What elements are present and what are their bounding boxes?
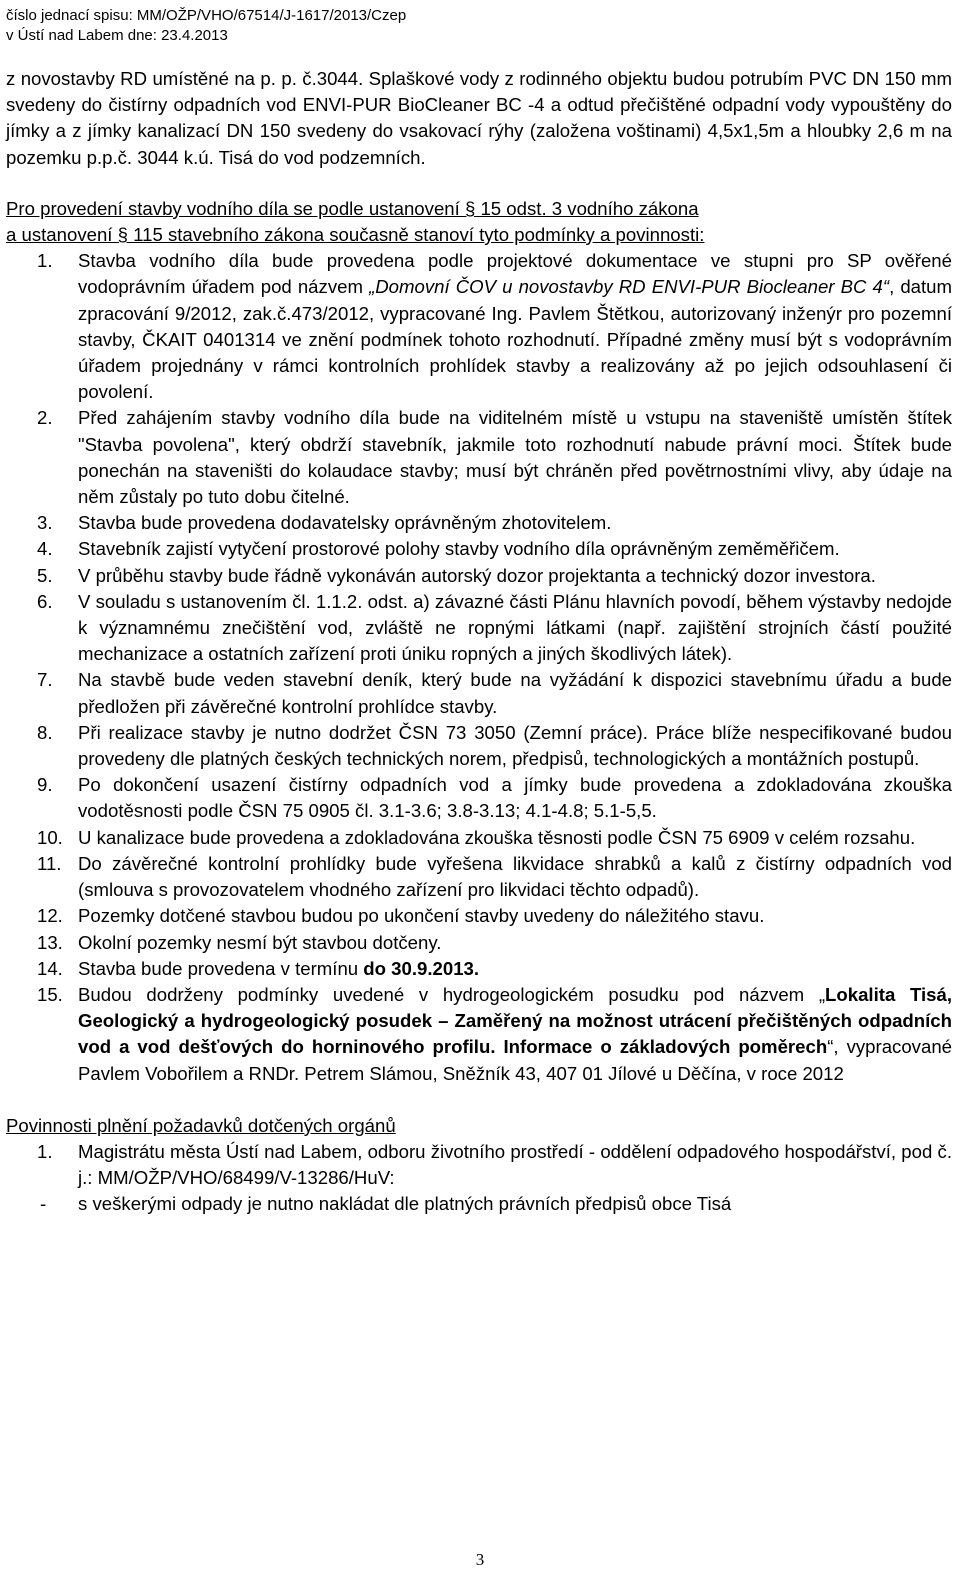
- obligations-title: Povinnosti plnění požadavků dotčených orgánů: [6, 1114, 396, 1136]
- condition-3: [6, 510, 952, 536]
- obligation-1: [6, 1139, 952, 1191]
- condition-number: 5.: [37, 564, 53, 586]
- condition-15: [6, 982, 952, 1087]
- dash-bullet: -: [40, 1193, 47, 1215]
- condition-number: 8.: [37, 721, 53, 743]
- report-title: Lokalita Tisá, Geologický a hydrogeologický posudek – Zaměřený na možnost utrácení přečištěných odpadních vod a vod dešťových do horninového profilu. Informace o základových poměrech: [78, 983, 952, 1058]
- condition-number: 15.: [37, 983, 63, 1005]
- condition-1: [6, 248, 952, 405]
- condition-2: [6, 405, 952, 510]
- condition-6: [6, 589, 952, 668]
- intro-text: z novostavby RD umístěné na p. p. č.3044. Splaškové vody z rodinného objektu budou potrubím PVC DN 150 mm svedeny do čistírny odpadních vod ENVI-PUR BioCleaner BC -4 a odtud přečištěné odpadní vody vypouštěny do jímky a z jímky kanalizací DN 150 svedeny do vsakovací rýhy (založena voštinami) 4,5x1,5m a hloubky 2,6 m na pozemku p.p.č. 3044 k.ú. Tisá do vod podzemních.: [6, 68, 952, 168]
- file-reference: číslo jednací spisu: MM/OŽP/VHO/67514/J-1617/2013/Czep: [6, 7, 407, 24]
- condition-text: Před zahájením stavby vodního díla bude na viditelném místě u vstupu na staveniště umístěn štítek "Stavba povolena", který obdrží stavebník, jakmile toto rozhodnutí nabude právní moci. Štítek bude ponechán na staveništi do kolaudace stavby; musí být chráněn před povětrnostními vlivy, aby údaje na něm zůstaly po tuto dobu čitelné.: [78, 407, 952, 508]
- condition-text: V průběhu stavby bude řádně vykonáván autorský dozor projektanta a technický dozor investora.: [78, 564, 876, 586]
- project-title: „Domovní ČOV u novostavby RD ENVI-PUR Biocleaner BC 4“: [369, 276, 890, 298]
- condition-number: 13.: [37, 931, 63, 953]
- date-line: v Ústí nad Labem dne: 23.4.2013: [6, 27, 228, 44]
- condition-number: 10.: [37, 826, 63, 848]
- condition-text: Stavba bude provedena v termínu: [78, 957, 364, 979]
- condition-text: U kanalizace bude provedena a zdokladována zkouška těsnosti podle ČSN 75 6909 v celém rozsahu.: [78, 826, 916, 848]
- condition-text: Do závěrečné kontrolní prohlídky bude vyřešena likvidace shrabků a kalů z čistírny odpadních vod (smlouva s provozovatelem vhodného zařízení pro likvidaci těchto odpadů).: [78, 852, 952, 901]
- condition-8: [6, 720, 952, 772]
- condition-number: 12.: [37, 905, 63, 927]
- condition-number: 2.: [37, 407, 53, 429]
- obligation-text: Magistrátu města Ústí nad Labem, odboru životního prostředí - oddělení odpadového hospodářství, pod č. j.: MM/OŽP/VHO/68499/V-13286/HuV:: [78, 1140, 952, 1189]
- condition-number: 4.: [37, 538, 53, 560]
- condition-number: 3.: [37, 512, 53, 534]
- condition-11: [6, 851, 952, 903]
- condition-text: Na stavbě bude veden stavební deník, který bude na vyžádání k dispozici stavebnímu úřadu a bude předložen při závěrečné kontrolní prohlídce stavby.: [78, 669, 952, 717]
- condition-text: Stavba bude provedena dodavatelsky oprávněným zhotovitelem.: [78, 512, 612, 534]
- condition-text: V souladu s ustanovením čl. 1.1.2. odst. a) závazné části Plánu hlavních povodí, během výstavby nedojde k významnému znečištění vod, zvláště ne ropnými látkami (např. zajištění strojních částí použité mechanizace a ostatních zařízení proti úniku ropných a jiných škodlivých látek).: [78, 590, 952, 665]
- condition-number: 1.: [37, 250, 53, 272]
- condition-text-cont: , datum zpracování 9/2012, zak.č.473/2012, vypracované Ing. Pavlem Štětkou, autorizovaný inženýr pro pozemní stavby, ČKAIT 0401314 ve znění podmínek tohoto rozhodnutí. Případné změny musí být s vodoprávním úřadem projednány v rámci kontrolních prohlídek stavby a realizovány až po jejich odsouhlasení či povolení.: [78, 276, 953, 403]
- conditions-list: [6, 248, 952, 1087]
- condition-number: 9.: [37, 774, 53, 796]
- dash-item-text: s veškerými odpady je nutno nakládat dle platných právních předpisů obce Tisá: [78, 1193, 732, 1215]
- law-intro-line-2: a ustanovení § 115 stavebního zákona současně stanoví tyto podmínky a povinnosti:: [6, 224, 705, 246]
- condition-13: [6, 930, 952, 956]
- obligation-dash-item: [6, 1191, 952, 1217]
- obligation-number: 1.: [37, 1140, 53, 1162]
- condition-10: [6, 825, 952, 851]
- condition-text: Pozemky dotčené stavbou budou po ukončení stavby uvedeny do náležitého stavu.: [78, 905, 765, 927]
- condition-9: [6, 772, 952, 824]
- condition-7: [6, 667, 952, 719]
- condition-14: [6, 956, 952, 982]
- condition-5: [6, 563, 952, 589]
- condition-number: 11.: [37, 852, 62, 874]
- page-number: 3: [475, 1550, 485, 1569]
- condition-text: Okolní pozemky nesmí být stavbou dotčeny.: [78, 931, 442, 953]
- condition-text: Stavba vodního díla bude provedena podle projektové dokumentace ve stupni pro SP ověřené vodoprávním úřadem pod názvem: [78, 250, 952, 298]
- document-header: [6, 0, 952, 46]
- condition-4: [6, 536, 952, 562]
- condition-number: 7.: [37, 669, 53, 691]
- condition-text: Při realizace stavby je nutno dodržet ČSN 73 3050 (Zemní práce). Práce blíže nespecifikované budou provedeny dle platných českých technických norem, předpisů, technologických a montážních postupů.: [78, 721, 952, 770]
- law-intro: [6, 196, 952, 248]
- obligations-list: [6, 1139, 952, 1191]
- condition-number: 6.: [37, 590, 53, 612]
- condition-text-cont: “, vypracované Pavlem Vobořilem a RNDr. Petrem Slámou, Sněžník 43, 407 01 Jílové u Děčína, v roce 2012: [78, 1036, 952, 1084]
- condition-number: 14.: [37, 957, 63, 979]
- intro-paragraph: [6, 66, 952, 171]
- condition-text: Budou dodrženy podmínky uvedené v hydrogeologickém posudku pod názvem „: [78, 983, 826, 1005]
- condition-text: Po dokončení usazení čistírny odpadních vod a jímky bude provedena a zdokladována zkouška vodotěsnosti podle ČSN 75 0905 čl. 3.1-3.6; 3.8-3.13; 4.1-4.8; 5.1-5,5.: [78, 774, 952, 822]
- condition-12: [6, 903, 952, 929]
- law-intro-line-1: Pro provedení stavby vodního díla se podle ustanovení § 15 odst. 3 vodního zákona: [6, 197, 699, 219]
- deadline: do 30.9.2013.: [363, 957, 480, 979]
- condition-text: Stavebník zajistí vytyčení prostorové polohy stavby vodního díla oprávněným zeměměřičem.: [78, 538, 840, 560]
